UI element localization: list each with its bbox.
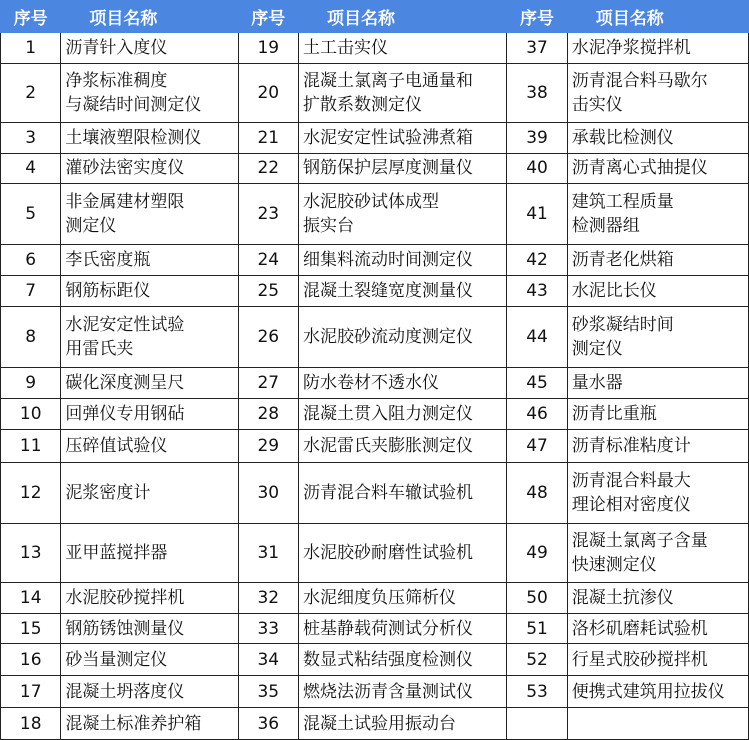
table-row bbox=[1, 399, 749, 430]
item-name-cell: 桩基静载荷测试分析仪 bbox=[298, 614, 506, 644]
item-name-cell: 沥青混合料最大 理论相对密度仪 bbox=[567, 463, 748, 524]
item-name-cell: 混凝土坍落度仪 bbox=[61, 675, 238, 708]
serial-number-cell: 15 bbox=[1, 614, 61, 644]
table-row bbox=[1, 33, 749, 64]
item-name-cell: 砂浆凝结时间 测定仪 bbox=[567, 306, 748, 367]
serial-number-cell: 44 bbox=[507, 306, 567, 367]
serial-number-cell: 53 bbox=[507, 675, 567, 708]
table-row bbox=[1, 184, 749, 245]
serial-number-cell: 49 bbox=[507, 523, 567, 582]
item-name-cell: 沥青比重瓶 bbox=[567, 399, 748, 430]
item-name-cell: 混凝土贯入阻力测定仪 bbox=[298, 399, 506, 430]
table-row bbox=[1, 367, 749, 398]
serial-number-cell: 45 bbox=[507, 367, 567, 398]
item-name-cell: 沥青离心式抽提仪 bbox=[567, 153, 748, 183]
item-name-cell: 混凝土标准养护箱 bbox=[61, 708, 238, 740]
serial-number-cell: 37 bbox=[507, 33, 567, 64]
item-name-cell: 泥浆密度计 bbox=[61, 463, 238, 524]
serial-number-cell: 1 bbox=[1, 33, 61, 64]
serial-number-cell: 38 bbox=[507, 64, 567, 123]
table-row bbox=[1, 644, 749, 675]
item-name-cell: 钢筋保护层厚度测量仪 bbox=[298, 153, 506, 183]
item-name-cell: 混凝土裂缝宽度测量仪 bbox=[298, 276, 506, 306]
item-name-cell: 钢筋标距仪 bbox=[61, 276, 238, 306]
serial-number-cell: 13 bbox=[1, 523, 61, 582]
serial-number-cell: 11 bbox=[1, 430, 61, 463]
item-name-cell: 水泥安定性试验 用雷氏夹 bbox=[61, 306, 238, 367]
item-name-cell: 水泥净浆搅拌机 bbox=[567, 33, 748, 64]
item-name-cell: 水泥胶砂流动度测定仪 bbox=[298, 306, 506, 367]
serial-number-cell: 5 bbox=[1, 184, 61, 245]
serial-number-cell: 9 bbox=[1, 367, 61, 398]
table-row bbox=[1, 614, 749, 644]
serial-number-cell: 24 bbox=[238, 244, 298, 275]
item-name-cell: 土工击实仪 bbox=[298, 33, 506, 64]
table-row bbox=[1, 708, 749, 740]
serial-number-cell: 21 bbox=[238, 123, 298, 153]
serial-number-cell: 23 bbox=[238, 184, 298, 245]
item-name-cell: 水泥胶砂耐磨性试验机 bbox=[298, 523, 506, 582]
item-name-cell: 钢筋锈蚀测量仪 bbox=[61, 614, 238, 644]
table-row bbox=[1, 153, 749, 183]
serial-number-cell: 32 bbox=[238, 582, 298, 613]
serial-number-cell: 17 bbox=[1, 675, 61, 708]
serial-number-cell: 36 bbox=[238, 708, 298, 740]
item-name-cell: 压碎值试验仪 bbox=[61, 430, 238, 463]
serial-number-cell: 42 bbox=[507, 244, 567, 275]
item-name-cell: 沥青混合料马歇尔 击实仪 bbox=[567, 64, 748, 123]
serial-number-cell: 29 bbox=[238, 430, 298, 463]
serial-number-cell: 27 bbox=[238, 367, 298, 398]
serial-number-cell: 22 bbox=[238, 153, 298, 183]
table-row bbox=[1, 430, 749, 463]
header-serial-number: 序号 bbox=[238, 1, 298, 33]
serial-number-cell: 7 bbox=[1, 276, 61, 306]
item-name-cell: 回弹仪专用钢砧 bbox=[61, 399, 238, 430]
header-item-name: 项目名称 bbox=[61, 1, 238, 33]
serial-number-cell: 14 bbox=[1, 582, 61, 613]
item-name-cell: 行星式胶砂搅拌机 bbox=[567, 644, 748, 675]
item-name-cell: 李氏密度瓶 bbox=[61, 244, 238, 275]
item-name-cell: 水泥比长仪 bbox=[567, 276, 748, 306]
item-name-cell: 非金属建材塑限 测定仪 bbox=[61, 184, 238, 245]
item-name-cell: 混凝土氯离子电通量和 扩散系数测定仪 bbox=[298, 64, 506, 123]
item-name-cell: 便携式建筑用拉拔仪 bbox=[567, 675, 748, 708]
serial-number-cell: 12 bbox=[1, 463, 61, 524]
header-serial-number: 序号 bbox=[507, 1, 567, 33]
table-row bbox=[1, 523, 749, 582]
item-name-cell: 土壤液塑限检测仪 bbox=[61, 123, 238, 153]
item-name-cell: 净浆标准稠度 与凝结时间测定仪 bbox=[61, 64, 238, 123]
item-name-cell: 水泥胶砂试体成型 振实台 bbox=[298, 184, 506, 245]
serial-number-cell: 4 bbox=[1, 153, 61, 183]
serial-number-cell: 46 bbox=[507, 399, 567, 430]
serial-number-cell: 51 bbox=[507, 614, 567, 644]
table-row bbox=[1, 244, 749, 275]
table-row bbox=[1, 582, 749, 613]
serial-number-cell: 39 bbox=[507, 123, 567, 153]
item-name-cell: 建筑工程质量 检测器组 bbox=[567, 184, 748, 245]
table-row bbox=[1, 123, 749, 153]
item-name-cell: 水泥安定性试验沸煮箱 bbox=[298, 123, 506, 153]
serial-number-cell: 52 bbox=[507, 644, 567, 675]
serial-number-cell: 50 bbox=[507, 582, 567, 613]
item-name-cell: 碳化深度测呈尺 bbox=[61, 367, 238, 398]
serial-number-cell: 16 bbox=[1, 644, 61, 675]
serial-number-cell: 48 bbox=[507, 463, 567, 524]
serial-number-cell: 25 bbox=[238, 276, 298, 306]
item-name-cell: 洛杉矶磨耗试验机 bbox=[567, 614, 748, 644]
serial-number-cell: 34 bbox=[238, 644, 298, 675]
serial-number-cell: 8 bbox=[1, 306, 61, 367]
item-name-cell: 混凝土试验用振动台 bbox=[298, 708, 506, 740]
serial-number-cell: 26 bbox=[238, 306, 298, 367]
item-name-cell: 防水卷材不透水仪 bbox=[298, 367, 506, 398]
item-name-cell: 沥青老化烘箱 bbox=[567, 244, 748, 275]
table-row bbox=[1, 675, 749, 708]
item-name-cell: 细集料流动时间测定仪 bbox=[298, 244, 506, 275]
serial-number-cell: 40 bbox=[507, 153, 567, 183]
item-name-cell: 亚甲蓝搅拌器 bbox=[61, 523, 238, 582]
serial-number-cell: 31 bbox=[238, 523, 298, 582]
item-name-cell: 沥青标准粘度计 bbox=[567, 430, 748, 463]
item-name-cell: 承载比检测仪 bbox=[567, 123, 748, 153]
serial-number-cell bbox=[507, 708, 567, 740]
item-name-cell: 沥青混合料车辙试验机 bbox=[298, 463, 506, 524]
serial-number-cell: 2 bbox=[1, 64, 61, 123]
item-name-cell: 砂当量测定仪 bbox=[61, 644, 238, 675]
item-name-cell: 燃烧法沥青含量测试仪 bbox=[298, 675, 506, 708]
serial-number-cell: 28 bbox=[238, 399, 298, 430]
item-name-cell: 水泥细度负压筛析仪 bbox=[298, 582, 506, 613]
header-serial-number: 序号 bbox=[1, 1, 61, 33]
table-row bbox=[1, 64, 749, 123]
serial-number-cell: 35 bbox=[238, 675, 298, 708]
item-name-cell: 数显式粘结强度检测仪 bbox=[298, 644, 506, 675]
serial-number-cell: 18 bbox=[1, 708, 61, 740]
serial-number-cell: 41 bbox=[507, 184, 567, 245]
serial-number-cell: 47 bbox=[507, 430, 567, 463]
serial-number-cell: 33 bbox=[238, 614, 298, 644]
serial-number-cell: 20 bbox=[238, 64, 298, 123]
item-name-cell: 沥青针入度仪 bbox=[61, 33, 238, 64]
item-name-cell: 水泥胶砂搅拌机 bbox=[61, 582, 238, 613]
serial-number-cell: 30 bbox=[238, 463, 298, 524]
item-name-cell: 灌砂法密实度仪 bbox=[61, 153, 238, 183]
item-name-cell: 混凝土抗渗仪 bbox=[567, 582, 748, 613]
table-row bbox=[1, 463, 749, 524]
serial-number-cell: 3 bbox=[1, 123, 61, 153]
serial-number-cell: 6 bbox=[1, 244, 61, 275]
serial-number-cell: 43 bbox=[507, 276, 567, 306]
item-name-cell: 水泥雷氏夹膨胀测定仪 bbox=[298, 430, 506, 463]
serial-number-cell: 19 bbox=[238, 33, 298, 64]
item-name-cell: 量水器 bbox=[567, 367, 748, 398]
serial-number-cell: 10 bbox=[1, 399, 61, 430]
item-name-cell bbox=[567, 708, 748, 740]
item-name-cell: 混凝土氯离子含量 快速测定仪 bbox=[567, 523, 748, 582]
table-row bbox=[1, 306, 749, 367]
header-row bbox=[1, 1, 749, 33]
header-item-name: 项目名称 bbox=[298, 1, 506, 33]
header-item-name: 项目名称 bbox=[567, 1, 748, 33]
table-row bbox=[1, 276, 749, 306]
